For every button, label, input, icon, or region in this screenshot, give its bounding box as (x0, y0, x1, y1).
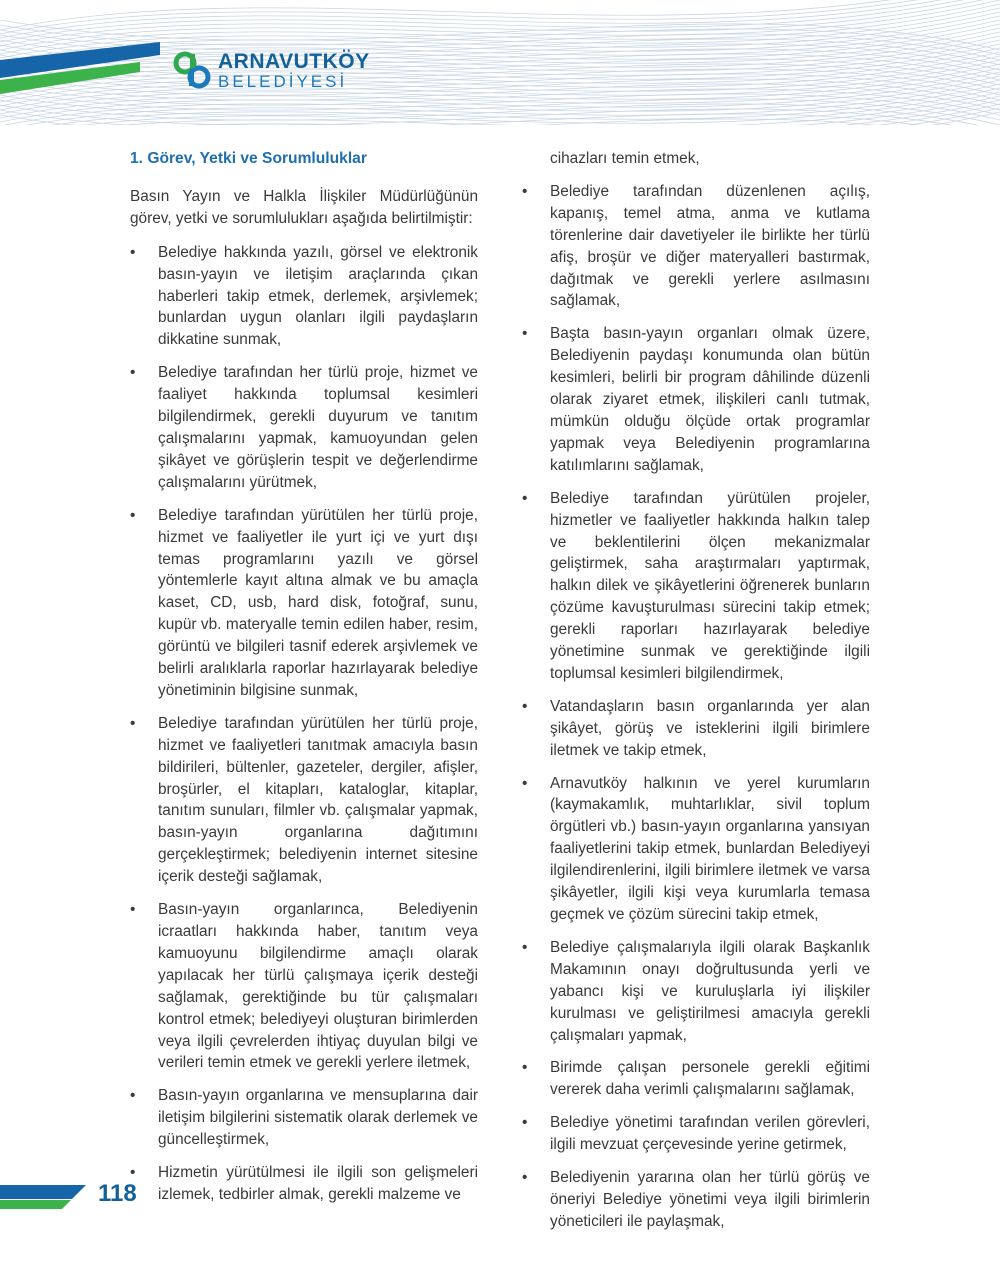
list-item: • Basın-yayın organlarına ve mensuplarına dair iletişim bilgilerini sistematik olarak derlemek ve güncelleştirmek, (130, 1087, 478, 1149)
bullet-dot: • (522, 489, 528, 507)
bullet-dot: • (130, 1164, 136, 1182)
bullet-dot: • (522, 325, 528, 343)
list-item: • Hizmetin yürütülmesi ile ilgili son gelişmeleri izlemek, tedbirler almak, gerekli malzeme ve (130, 1164, 478, 1203)
page-number: 118 (98, 1180, 137, 1207)
list-item: • Vatandaşların basın organlarında yer alan şikâyet, görüş ve isteklerini ilgili birimlere iletmek ve takip etmek, (522, 697, 870, 759)
list-item: • Belediye tarafından her türlü proje, hizmet ve faaliyet hakkında toplumsal kesimleri bilgilendirmek, gerekli duyurum ve tanıtım çalışmalarını yapmak, kamuoyundan gelen şikâyet ve görüşlerin tespit ve değerlendirme çalışmalarını yürütmek, (130, 364, 478, 491)
logo-name: ARNAVUTKÖY (218, 49, 370, 73)
bullet-dot: • (522, 938, 528, 956)
right-column (522, 148, 870, 1244)
header-wave-line (0, 65, 1000, 95)
logo-emblem-icon (172, 50, 212, 90)
bullet-dot: • (522, 774, 528, 792)
bullet-dot: • (522, 1114, 528, 1132)
header-wave-line (0, 85, 1000, 115)
logo-subtitle: BELEDİYESİ (218, 71, 348, 91)
section-title: 1. Görev, Yetki ve Sorumluluklar (130, 150, 367, 167)
intro-paragraph: Basın Yayın ve Halkla İlişkiler Müdürlüğünün görev, yetki ve sorumlulukları aşağıda belirtilmiştir: (130, 187, 478, 227)
list-item: • Belediye hakkında yazılı, görsel ve elektronik basın-yayın ve iletişim araçlarında çıkan haberleri takip etmek, derlemek, arşivlemek; bunlardan uygun olanları ilgili paydaşların dikkatine sunmak, (130, 243, 478, 349)
list-item: • Belediyenin yararına olan her türlü görüş ve öneriyi Belediye yönetimi veya ilgili birimlerin yöneticileri ile paylaşmak, (522, 1169, 870, 1230)
bullet-dot: • (130, 901, 136, 919)
list-item: • Belediye tarafından düzenlenen açılış, kapanış, temel atma, anma ve kutlama törenlerine dair davetiyeler ile birlikte her türlü afiş, broşür ve diğer materyalleri bastırmak, dağıtmak ve gerekli yerlere asılmasını sağlamak, (522, 182, 870, 310)
list-item: • Belediye tarafından yürütülen her türlü proje, hizmet ve faaliyetler ile yurt içi ve yurt dışı temas programlarını yazılı ve görsel yöntemlerle kayıt altına almak ve bu amaçla kaset, CD, usb, hard disk, fotoğraf, sunu, kupür vb. materyalle temin edilen haber, resim, görüntü ve bilgileri tasnif ederek arşivlemek ve belirli aralıklarla raporlar hazırlayarak belediye yönetiminin bilgisine sunmak, (130, 506, 478, 699)
list-item: • Belediye çalışmalarıyla ilgili olarak Başkanlık Makamının onayı doğrultusunda yerli ve yabancı kişi ve kuruluşlarla iyi ilişkiler kurulması ve geliştirilmesi amacıyla gerekli çalışmaları yapmak, (522, 938, 870, 1044)
bullet-dot: • (522, 1169, 528, 1187)
bullet-dot: • (130, 364, 136, 382)
bullet-dot: • (522, 182, 528, 200)
bullet-dot: • (130, 243, 136, 261)
list-item-continuation: cihazları temin etmek, (550, 150, 700, 167)
bullet-dot: • (130, 714, 136, 732)
bullet-dot: • (522, 1059, 528, 1077)
list-item: • Arnavutköy halkının ve yerel kurumların (kaymakamlık, muhtarlıklar, sivil toplum örgütleri vb.) basın-yayın organlarına yansıyan faaliyetlerini takip etmek, bunlardan Belediyeyi ilgilendirenlerini, ilgili birimlere iletmek ve varsa şikâyetler, ilgili kişi veya kurumlarla temasa geçmek ve çözüm sürecini takip etmek, (522, 774, 870, 923)
right-bullet-list (522, 181, 870, 1233)
list-item: • Başta basın-yayın organları olmak üzere, Belediyenin paydaşı konumunda olan bütün kesimleri, belirli bir program dâhilinde düzenli olarak ziyaret etmek, ilişkileri canlı tutmak, mümkün olduğu ölçüde ortak programlar yapmak veya Belediyenin programlarına katılımlarını sağlamak, (522, 325, 870, 474)
bullet-dot: • (130, 506, 136, 524)
bullet-dot: • (130, 1087, 136, 1105)
list-item: • Belediye tarafından yürütülen projeler, hizmetler ve faaliyetler hakkında halkın talep ve beklentilerini ölçen mekanizmalar geliştirmek, saha araştırmaları yaptırmak, halkın dilek ve şikâyetlerini öğrenerek bunların çözüme kavuşturulması sürecini takip etmek; gerekli raporları hazırlayarak belediye yönetimine sunmak ve gerektiğinde ilgili toplumsal kesimleri bilgilendirmek, (522, 489, 870, 682)
left-bullet-list (130, 242, 478, 1206)
list-item: • Basın-yayın organlarınca, Belediyenin icraatları hakkında haber, tanıtım veya kamuoyunu bilgilendirme amaçlı olarak yapılacak her türlü çalışmaya içerik desteği sağlamak, gerektiğinde bu tür çalışmaları kontrol etmek; belediyeyi oluşturan birimlerden veya ilgili çevrelerden ihtiyaç duyulan bilgi ve verileri temin etmek ve gerekli yerlere iletmek, (130, 901, 478, 1072)
municipality-logo (172, 50, 370, 90)
list-item: • Belediye tarafından yürütülen her türlü proje, hizmet ve faaliyetleri tanıtmak amacıyla basın bildirileri, bültenler, gazeteler, dergiler, afişler, broşürler, el kitapları, kataloglar, kitaplar, tanıtım sunuları, filmler vb. çalışmalar yapmak, basın-yayın organlarına dağıtımını gerçekleştirmek; belediyenin internet sitesine içerik desteği sağlamak, (130, 714, 478, 886)
footer-stripe (0, 1183, 100, 1211)
list-item: • Birimde çalışan personele gerekli eğitimi vererek daha verimli çalışmalarını sağlamak, (522, 1059, 870, 1099)
left-column (130, 148, 478, 1217)
header-line-pattern (0, 0, 1000, 125)
bullet-dot: • (522, 697, 528, 715)
list-item: • Belediye yönetimi tarafından verilen görevleri, ilgili mevzuat çerçevesinde yerine getirmek, (522, 1114, 870, 1154)
